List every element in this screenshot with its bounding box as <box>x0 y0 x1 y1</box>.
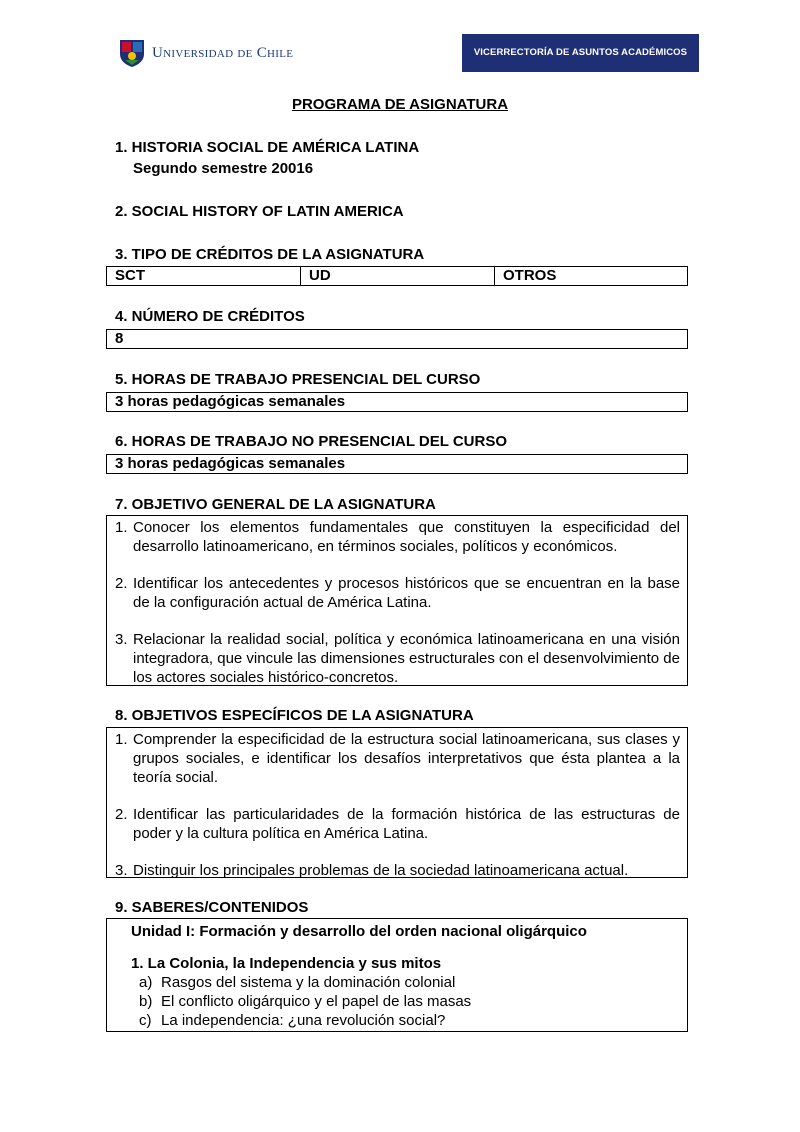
non-presential-hours-value: 3 horas pedagógicas semanales <box>106 454 688 474</box>
list-item: 3. Relacionar la realidad social, política y económica latinoamericana en una visión integradora, que vincule las dimensiones estructurales con el desenvolvimiento de los actores sociales histórico-concretos. <box>115 631 680 686</box>
section-1-heading: 1. HISTORIA SOCIAL DE AMÉRICA LATINA <box>115 139 420 156</box>
page-header <box>112 34 699 72</box>
section-8-heading: 8. OBJETIVOS ESPECÍFICOS DE LA ASIGNATURA <box>115 707 474 724</box>
topic-title: 1. La Colonia, la Independencia y sus mitos <box>131 955 442 972</box>
section-6-heading: 6. HORAS DE TRABAJO NO PRESENCIAL DEL CURSO <box>115 433 507 450</box>
specific-objectives-box <box>106 727 688 878</box>
credit-type-table <box>106 266 688 286</box>
university-logo <box>112 34 462 72</box>
section-5-heading: 5. HORAS DE TRABAJO PRESENCIAL DEL CURSO <box>115 371 481 388</box>
section-2-heading: 2. SOCIAL HISTORY OF LATIN AMERICA <box>115 203 404 220</box>
presential-hours-value: 3 horas pedagógicas semanales <box>106 392 688 412</box>
section-7-heading: 7. OBJETIVO GENERAL DE LA ASIGNATURA <box>115 496 436 513</box>
list-item: b) El conflicto oligárquico y el papel de las masas <box>139 993 472 1010</box>
list-item: c) La independencia: ¿una revolución social? <box>139 1012 446 1029</box>
contents-box <box>106 918 688 1032</box>
general-objectives-box <box>106 515 688 686</box>
list-item: 1. Conocer los elementos fundamentales que constituyen la especificidad del desarrollo latinoamericano, en términos sociales, políticos y económicos. <box>115 519 680 555</box>
section-4-heading: 4. NÚMERO DE CRÉDITOS <box>115 308 305 325</box>
university-name: Universidad de Chile <box>152 45 294 61</box>
list-item: 2. Identificar los antecedentes y procesos históricos que se encuentran en la base de la configuración actual de América Latina. <box>115 575 680 611</box>
credit-type-sct: SCT <box>107 267 301 285</box>
semester-label: Segundo semestre 20016 <box>133 160 314 177</box>
credits-value: 8 <box>106 329 688 349</box>
list-item: 3. Distinguir los principales problemas de la sociedad latinoamericana actual. <box>115 862 629 879</box>
section-9-heading: 9. SABERES/CONTENIDOS <box>115 899 309 916</box>
list-item: 2. Identificar las particularidades de la formación histórica de las estructuras de poder y la cultura política en América Latina. <box>115 806 680 842</box>
university-shield-icon <box>118 38 146 68</box>
topic-subitems <box>107 973 687 1030</box>
credit-type-ud: UD <box>301 267 495 285</box>
unit-title: Unidad I: Formación y desarrollo del orden nacional oligárquico <box>131 923 587 940</box>
office-banner: VICERRECTORÍA DE ASUNTOS ACADÉMICOS <box>462 34 699 72</box>
credit-type-otros: OTROS <box>503 267 557 284</box>
document-title: PROGRAMA DE ASIGNATURA <box>291 96 509 113</box>
list-item: 1. Comprender la especificidad de la estructura social latinoamericana, sus clases y grupos sociales, e identificar los desafíos interpretativos que ésta plantea a la teoría social. <box>115 731 680 786</box>
section-3-heading: 3. TIPO DE CRÉDITOS DE LA ASIGNATURA <box>115 246 425 263</box>
list-item: a) Rasgos del sistema y la dominación colonial <box>139 974 456 991</box>
